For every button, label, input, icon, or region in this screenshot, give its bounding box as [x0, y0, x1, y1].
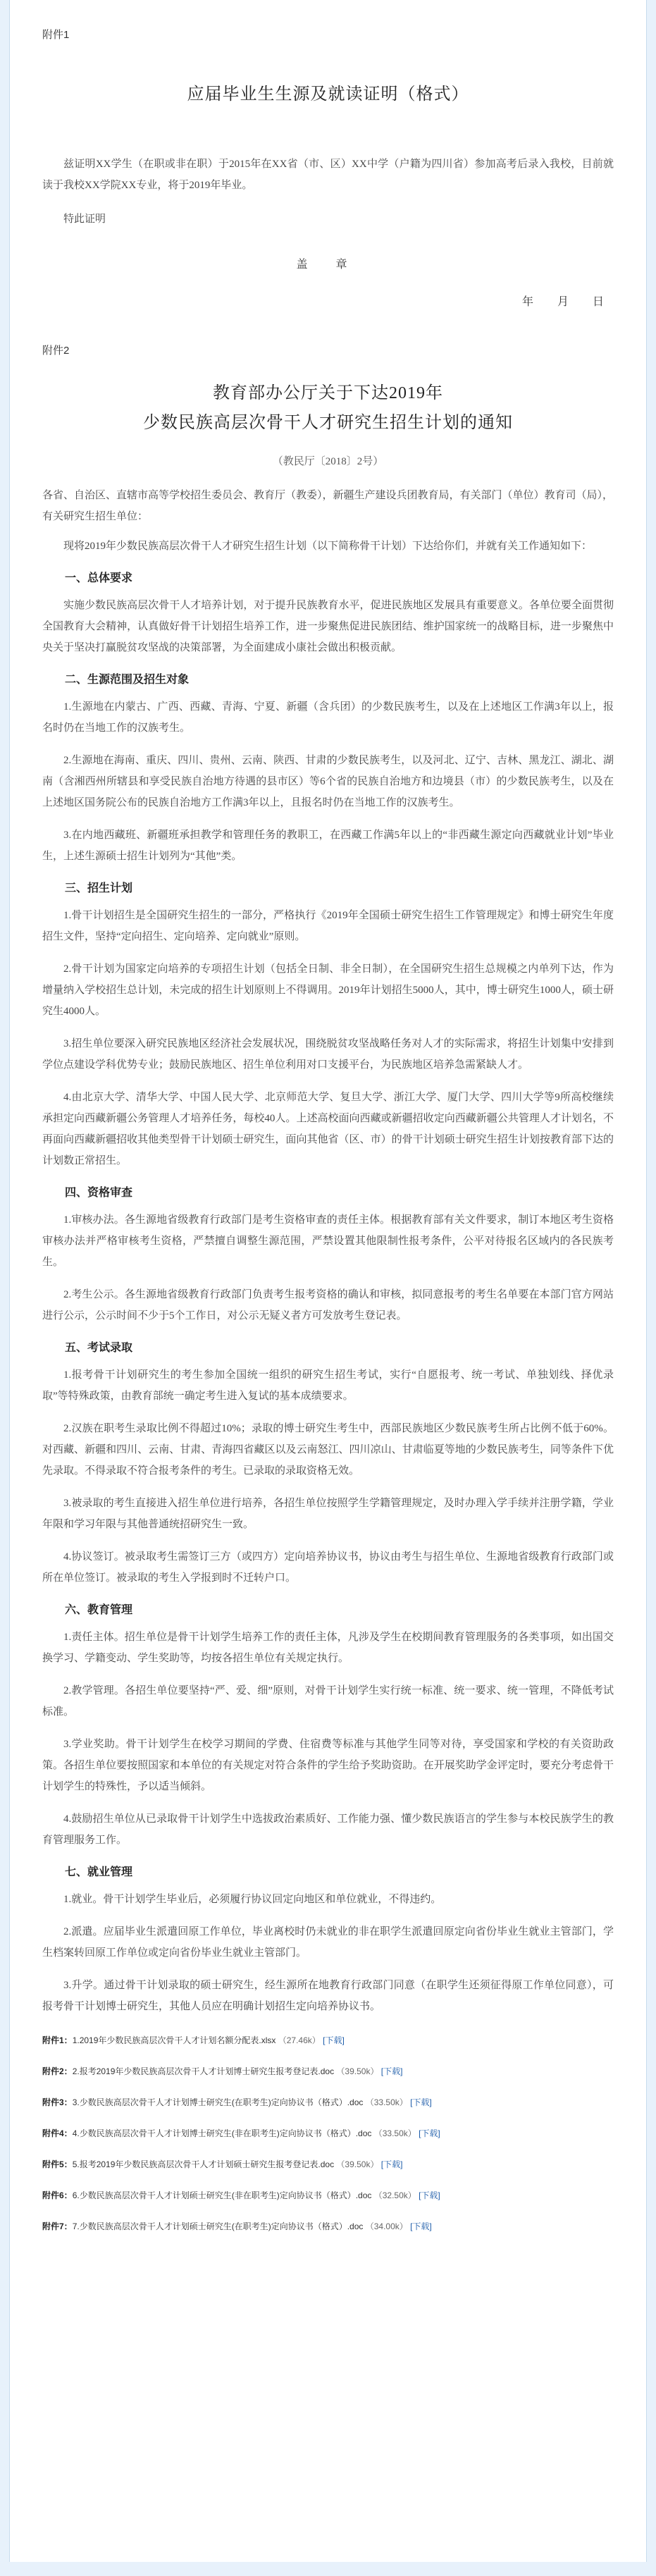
section-paragraph: 1.生源地在内蒙古、广西、西藏、青海、宁夏、新疆（含兵团）的少数民族考生，以及在上述地区工作满3年以上，报名时仍在当地工作的汉族考生。 [42, 701, 614, 734]
attachment-item [42, 2096, 614, 2109]
section-source-scope [42, 671, 614, 867]
section-heading: 六、教育管理 [65, 1604, 133, 1616]
seal-line: 盖 章 [296, 259, 360, 271]
attachment-file-name[interactable]: 6.少数民族高层次骨干人才计划硕士研究生(非在职考生)定向协议书（格式）.doc [72, 2190, 372, 2200]
section-paragraph: 1.骨干计划招生是全国研究生招生的一部分，严格执行《2019年全国硕士研究生招生工作管理规定》和博士研究生年度招生文件，坚持“定向招生、定向培养、定向就业”原则。 [42, 910, 614, 942]
section-paragraph: 1.审核办法。各生源地省级教育行政部门是考生资格审查的责任主体。根据教育部有关文件要求，制订本地区考生资格审核办法并严格审核考生资格，严禁擅自调整生源范围，严禁设置其他限制性报考条件，公平对待报名区域内的各民族考生。 [42, 1214, 614, 1268]
attachment-item [42, 2189, 614, 2202]
section-paragraph: 2.派遣。应届毕业生派遣回原工作单位，毕业离校时仍未就业的非在职学生派遣回原定向省份毕业生就业主管部门，学生档案转回原工作单位或定向省份毕业生就业主管部门。 [42, 1926, 614, 1959]
section-education-management [42, 1601, 614, 1851]
attachment-file-size: （33.50k） [365, 2097, 408, 2107]
attachment-file-size: （27.46k） [278, 2035, 321, 2045]
attachment-item [42, 2065, 614, 2078]
attachment-file-size: （39.50k） [336, 2066, 379, 2076]
attachment-file-size: （33.50k） [373, 2128, 416, 2138]
section-paragraph: 4.协议签订。被录取考生需签订三方（或四方）定向培养协议书，协议由考生与招生单位、生源地省级教育行政部门或所在单位签订。被录取的考生入学报到时不迁转户口。 [42, 1551, 614, 1584]
attachment-file-size: （32.50k） [373, 2190, 416, 2200]
attachment-file-name[interactable]: 4.少数民族高层次骨干人才计划博士研究生(非在职考生)定向协议书（格式）.doc [72, 2128, 372, 2138]
download-link[interactable]: [下载] [380, 2066, 403, 2076]
date-line: 年 月 日 [521, 296, 604, 308]
attachment-label: 附件4： [42, 2128, 73, 2138]
attachment-file-name[interactable]: 5.报考2019年少数民族高层次骨干人才计划硕士研究生报考登记表.doc [72, 2159, 335, 2169]
section-employment-management [42, 1863, 614, 2017]
attachment-item [42, 2220, 614, 2233]
section-enrollment-plan [42, 880, 614, 1171]
attachment-file-name[interactable]: 3.少数民族高层次骨干人才计划博士研究生(在职考生)定向协议书（格式）.doc [72, 2097, 364, 2107]
attachment-label: 附件2： [42, 2066, 73, 2076]
document-page [9, 0, 647, 2562]
download-link[interactable]: [下载] [410, 2097, 432, 2107]
section-heading: 七、就业管理 [65, 1866, 133, 1878]
section-paragraph: 4.由北京大学、清华大学、中国人民大学、北京师范大学、复旦大学、浙江大学、厦门大学、四川大学等9所高校继续承担定向西藏新疆公务管理人才培养任务，每校40人。上述高校面向西藏或新疆招收定向西藏新疆公共管理人才计划名，不再面向西藏新疆招收其他类型骨干计划硕士研究生，面向其他省（区、市）的骨干计划硕士研究生招生计划按教育部下达的计划数正常招生。 [42, 1092, 614, 1166]
addressee: 各省、自治区、直辖市高等学校招生委员会、教育厅（教委），新疆生产建设兵团教育局，有关部门（单位）教育司（局），有关研究生招生单位： [42, 490, 614, 522]
section-heading: 一、总体要求 [65, 572, 133, 584]
attachment-file-name[interactable]: 1.2019年少数民族高层次骨干人才计划名额分配表.xlsx [72, 2035, 276, 2045]
attachment-label: 附件1： [42, 2035, 73, 2045]
attachment-item [42, 2127, 614, 2140]
section-paragraph: 2.生源地在海南、重庆、四川、贵州、云南、陕西、甘肃的少数民族考生，以及河北、辽宁、吉林、黑龙江、湖北、湖南（含湘西州所辖县和享受民族自治地方待遇的县市区）等6个省的民族自治地方和边境县（市）的少数民族考生，以及在上述地区国务院公布的民族自治地方工作满3年以上，且报名时仍在当地工作的汉族考生。 [42, 755, 614, 808]
attachment-label: 附件6： [42, 2190, 73, 2200]
section-heading: 四、资格审查 [65, 1187, 133, 1199]
section-paragraph: 3.被录取的考生直接进入招生单位进行培养，各招生单位按照学生学籍管理规定，及时办理入学手续并注册学籍，学业年限和学习年限与其他普通统招研究生一致。 [42, 1498, 614, 1530]
attachment-file-size: （39.50k） [336, 2159, 379, 2169]
section-paragraph: 2.骨干计划为国家定向培养的专项招生计划（包括全日制、非全日制），在全国研究生招生总规模之内单列下达，作为增量纳入学校招生总计划，未完成的招生计划原则上不得调用。2019年计划招生5000人，其中，博士研究生1000人，硕士研究生4000人。 [42, 963, 614, 1017]
section-paragraph: 1.责任主体。招生单位是骨干计划学生培养工作的责任主体，凡涉及学生在校期间教育管理服务的各类事项，如出国交换学习、学籍变动、学生奖助等，均按各招生单位有关规定执行。 [42, 1632, 614, 1664]
section-paragraph: 2.汉族在职考生录取比例不得超过10%；录取的博士研究生考生中，西部民族地区少数民族考生所占比例不低于60%。对西藏、新疆和四川、云南、甘肃、青海四省藏区以及云南怒江、四川凉山、甘肃临夏等地的少数民族考生，同等条件下优先录取。不得录取不符合报考条件的考生。已录取的录取资格无效。 [42, 1423, 614, 1477]
section-paragraph: 3.在内地西藏班、新疆班承担教学和管理任务的教职工，在西藏工作满5年以上的“非西藏生源定向西藏就业计划”毕业生，上述生源硕士招生计划列为“其他”类。 [42, 830, 614, 862]
section-qualification-review [42, 1184, 614, 1326]
download-link[interactable]: [下载] [380, 2159, 403, 2169]
download-link[interactable]: [下载] [419, 2190, 440, 2200]
attachment-item [42, 2158, 614, 2171]
attachment-item [42, 2034, 614, 2047]
section-heading: 三、招生计划 [65, 882, 133, 894]
attachment-file-name[interactable]: 7.少数民族高层次骨干人才计划硕士研究生(在职考生)定向协议书（格式）.doc [72, 2221, 364, 2231]
attachment-label: 附件7： [42, 2221, 73, 2231]
attachment-tag: 附件1 [42, 29, 70, 41]
section-exam-admission [42, 1339, 614, 1589]
attachment-label: 附件3： [42, 2097, 73, 2107]
section-heading: 二、生源范围及招生对象 [65, 674, 190, 686]
document-number: （教民厅〔2018〕2号） [272, 456, 384, 467]
section-paragraph: 2.考生公示。各生源地省级教育行政部门负责考生报考资格的确认和审核，拟同意报考的考生名单要在本部门官方网站进行公示，公示时间不少于5个工作日，对公示无疑义者方可发放考生登记表。 [42, 1289, 614, 1321]
attachment-file-size: （34.00k） [365, 2221, 408, 2231]
attachment-tag: 附件2 [42, 345, 70, 357]
section-paragraph: 2.教学管理。各招生单位要坚持“严、爱、细”原则，对骨干计划学生实行统一标准、统一要求、统一管理，不降低考试标准。 [42, 1685, 614, 1718]
download-link[interactable]: [下载] [323, 2035, 345, 2045]
notice-title [42, 378, 614, 438]
attachment-file-name[interactable]: 2.报考2019年少数民族高层次骨干人才计划博士研究生报考登记表.doc [72, 2066, 335, 2076]
attachment-2-section [42, 343, 614, 2279]
attachment-list [42, 2034, 614, 2279]
section-paragraph: 1.就业。骨干计划学生毕业后，必须履行协议回定向地区和单位就业，不得违约。 [63, 1894, 442, 1905]
section-paragraph: 3.招生单位要深入研究民族地区经济社会发展状况，围绕脱贫攻坚战略任务对人才的实际需求，将招生计划集中安排到学位点建设学科优势专业；鼓励民族地区、招生单位利用对口支援平台，为民族地区培养急需紧缺人才。 [42, 1038, 614, 1071]
certificate-body: 兹证明XX学生（在职或非在职）于2015年在XX省（市、区）XX中学（户籍为四川省）参加高考后录入我校，目前就读于我校XX学院XX专业，将于2019年毕业。 [42, 159, 614, 191]
section-heading: 五、考试录取 [65, 1342, 133, 1354]
section-paragraph: 实施少数民族高层次骨干人才培养计划，对于提升民族教育水平，促进民族地区发展具有重要意义。各单位要全面贯彻全国教育大会精神，认真做好骨干计划招生培养工作，进一步聚焦促进民族团结、维护国家统一的战略目标，进一步聚焦中央关于坚决打赢脱贫攻坚战的决策部署，为全面建成小康社会做出积极贡献。 [42, 600, 614, 653]
section-paragraph: 3.学业奖助。骨干计划学生在校学习期间的学费、住宿费等标准与其他学生同等对待，享受国家和学校的有关资助政策。各招生单位要按照国家和本单位的有关规定对符合条件的学生给予奖助资助。在开展奖助学金评定时，要充分考虑骨干计划学生的特殊性，予以适当倾斜。 [42, 1739, 614, 1792]
download-link[interactable]: [下载] [419, 2128, 440, 2138]
attachment-1-section [42, 27, 614, 309]
section-paragraph: 3.升学。通过骨干计划录取的硕士研究生，经生源所在地教育行政部门同意（在职学生还须征得原工作单位同意），可报考骨干计划博士研究生，其他人员应在明确计划招生定向培养协议书。 [42, 1980, 614, 2012]
download-link[interactable]: [下载] [410, 2221, 432, 2231]
intro-paragraph: 现将2019年少数民族高层次骨干人才研究生招生计划（以下简称骨干计划）下达给你们，并就有关工作通知如下： [63, 541, 593, 552]
certificate-title: 应届毕业生生源及就读证明（格式） [187, 85, 469, 104]
section-paragraph: 1.报考骨干计划研究生的考生参加全国统一组织的研究生招生考试，实行“自愿报考、统一考试、单独划线、择优录取”等特殊政策，由教育部统一确定考生进入复试的基本成绩要求。 [42, 1369, 614, 1402]
notice-title-line-2: 少数民族高层次骨干人才研究生招生计划的通知 [143, 414, 513, 432]
attachment-label: 附件5： [42, 2159, 73, 2169]
certificate-closing: 特此证明 [63, 214, 106, 225]
notice-title-line-1: 教育部办公厅关于下达2019年 [213, 384, 443, 402]
section-overall [42, 569, 614, 658]
section-paragraph: 4.鼓励招生单位从已录取骨干计划学生中选拔政治素质好、工作能力强、懂少数民族语言的学生参与本校民族学生的教育管理服务工作。 [42, 1813, 614, 1846]
